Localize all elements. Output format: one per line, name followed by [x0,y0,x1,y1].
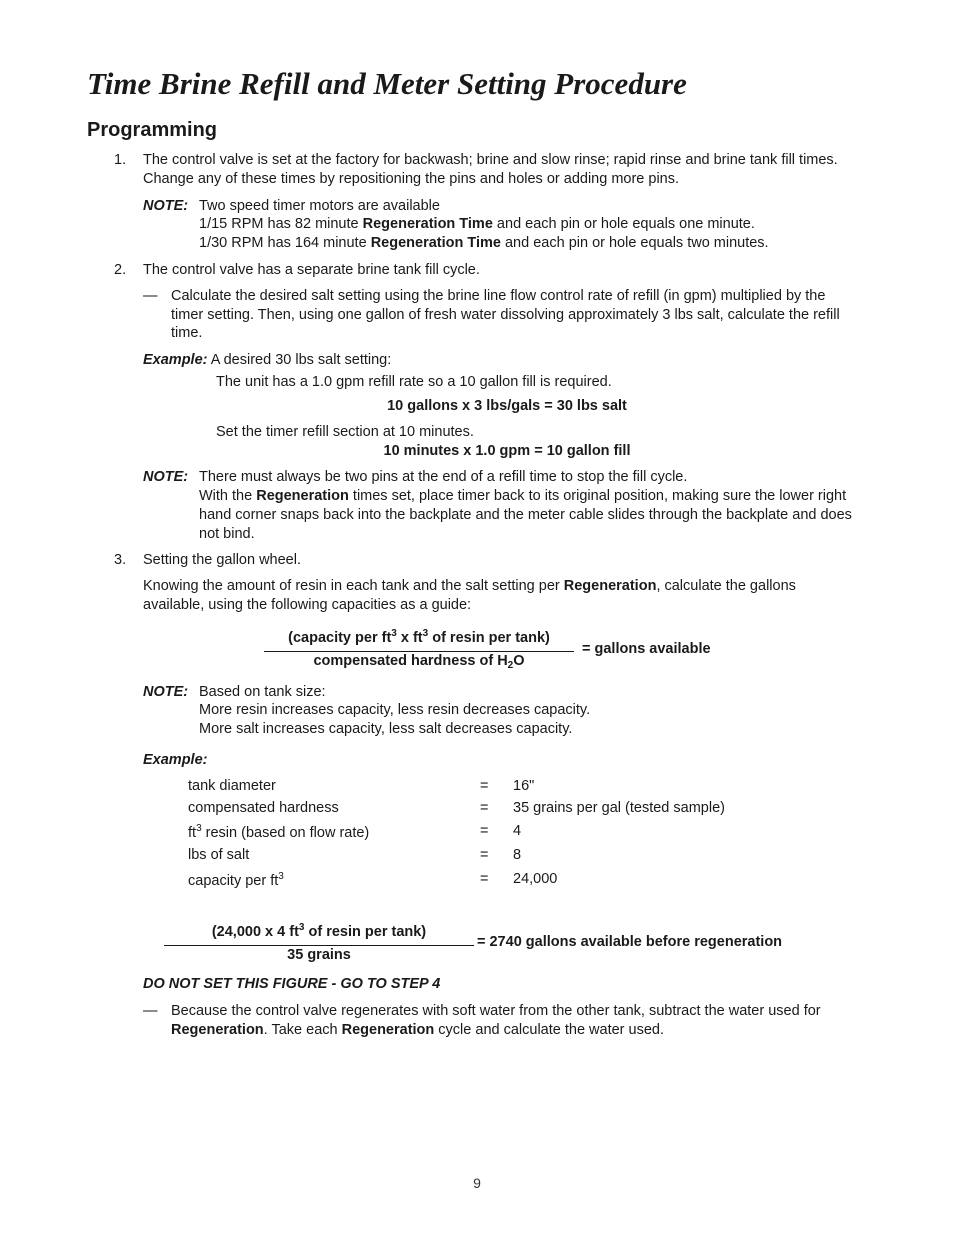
step-3-dash: — [143,1003,158,1019]
page-title: Time Brine Refill and Meter Setting Procedure [87,66,687,101]
table-row-equals: = [480,871,489,887]
step-1-note-line-2: 1/15 RPM has 82 minute Regeneration Time and each pin or hole equals one minute. [199,216,755,232]
table-row-label: tank diameter [188,778,276,794]
table-row-equals: = [480,778,489,794]
table-row-label: capacity per $ft^3$ [188,871,284,889]
step-2-bullet-line-1: Calculate the desired salt setting using the brine line flow control rate of refill (in gpm) multiplied by the [171,288,826,304]
formula-1-denominator: compensated hardness of $H_2O$ [313,653,525,671]
step-2-bullet-line-3: time. [171,325,203,341]
step-3-note-line-2: More resin increases capacity, less resin decreases capacity. [199,702,591,718]
table-row-value: 16" [513,778,535,794]
step-2-note-line-4: not bind. [199,526,255,542]
table-row-value: 8 [513,847,522,863]
step-3-paragraph-line-1: Knowing the amount of resin in each tank and the salt setting per Regeneration, calculate the gallons [143,578,796,594]
step-2-example: Example: A desired 30 lbs salt setting: [143,352,392,368]
step-1-note-line-3: 1/30 RPM has 164 minute Regeneration Time and each pin or hole equals two minutes. [199,235,769,251]
step-2-note-line-2: With the Regeneration times set, place timer back to its original position, making sure the lower right [199,488,847,504]
warning-text: DO NOT SET THIS FIGURE - GO TO STEP 4 [143,976,441,992]
table-row-equals: = [480,823,489,839]
step-1-line-2: Change any of these times by repositioning the pins and holes or adding more pins. [143,171,680,187]
step-2-note-line-1: There must always be two pins at the end of a refill time to stop the fill cycle. [199,469,688,485]
table-row-value: 4 [513,823,522,839]
step-2-note-label: NOTE: [143,469,189,485]
step-1-note-line-1: Two speed timer motors are available [199,198,440,214]
step-2-line-1: The control valve has a separate brine tank fill cycle. [143,262,480,278]
step-1-number: 1. [114,152,127,168]
table-row-value: 35 grains per gal (tested sample) [513,800,725,816]
formula-2-denominator: 35 grains [287,947,351,963]
step-3-note-line-3: More salt increases capacity, less salt decreases capacity. [199,721,573,737]
table-row-label: $ft^3$ resin (based on flow rate) [188,823,370,841]
page-number: 9 [473,1175,481,1191]
step-2-example-line-1: The unit has a 1.0 gpm refill rate so a 10 gallon fill is required. [216,374,612,390]
step-2-example-line-2: Set the timer refill section at 10 minutes. [216,424,474,440]
formula-1-result: = gallons available [582,641,711,657]
step-3-number: 3. [114,552,127,568]
step-2-equation-2: 10 minutes x 1.0 gpm = 10 gallon fill [383,443,631,459]
formula-1-numerator: (capacity per $ft^3$ x $ft^3$ of resin per tank) [288,628,550,646]
step-2-number: 2. [114,262,127,278]
step-3-paragraph-line-2: available, using the following capacities as a guide: [143,597,472,613]
step-1-note-label: NOTE: [143,198,189,214]
section-heading: Programming [87,119,218,141]
table-row-equals: = [480,847,489,863]
step-2-note-line-3: hand corner snaps back into the backplate and the meter cable slides through the backplate and does [199,507,852,523]
table-row-label: compensated hardness [188,800,339,816]
step-3-note-line-1: Based on tank size: [199,684,326,700]
step-3-line-1: Setting the gallon wheel. [143,552,301,568]
step-3-bullet-line-2: Regeneration. Take each Regeneration cycle and calculate the water used. [171,1022,664,1038]
step-2-equation-1: 10 gallons x 3 lbs/gals = 30 lbs salt [387,398,627,414]
step-2-dash: — [143,288,158,304]
step-1-line-1: The control valve is set at the factory for backwash; brine and slow rinse; rapid rinse and brine tank fill times. [143,152,838,168]
formula-2-numerator: (24,000 x 4 $ft^3$ of resin per tank) [211,922,427,940]
step-3-example-label: Example: [143,752,208,768]
step-2-bullet-line-2: timer setting. Then, using one gallon of fresh water dissolving approximately 3 lbs salt, calculate the refill [171,307,840,323]
step-3-bullet-line-1: Because the control valve regenerates with soft water from the other tank, subtract the water used for [171,1003,821,1019]
table-row-value: 24,000 [513,871,558,887]
formula-2-result: = 2740 gallons available before regeneration [477,934,783,950]
step-3-note-label: NOTE: [143,684,189,700]
table-row-equals: = [480,800,489,816]
table-row-label: lbs of salt [188,847,250,863]
